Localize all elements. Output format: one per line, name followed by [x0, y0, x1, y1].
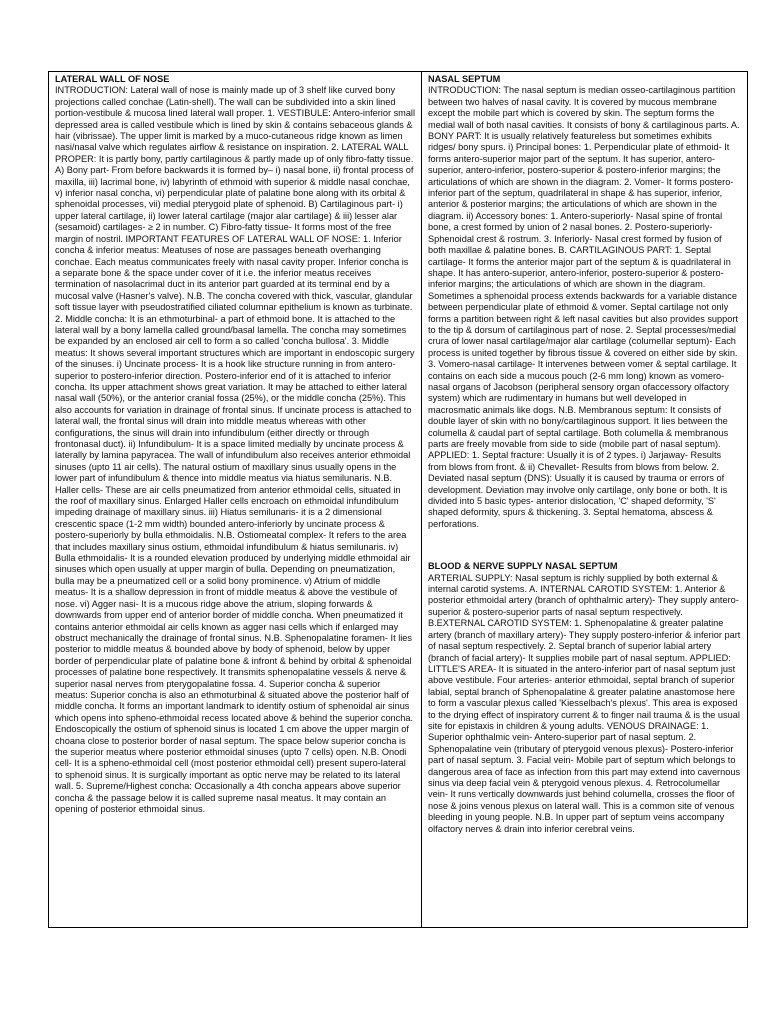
nasal-septum-column [422, 72, 748, 928]
blood-nerve-text: ARTERIAL SUPPLY: Nasal septum is richly supplied by both external & internal carotid systems. A. INTERNAL CAROTID SYSTEM: 1. Anterior & posterior ethmoidal artery (branch of ophthalmic artery)- They supply antero-superior & postero-superior parts of nasal septum respectively. B.EXTERNAL CAROTID SYSTEM: 1. Sphenopalatine & greater palatine artery (branch of maxillary artery)- They supply postero-inferior & inferior part of nasal septum respectively. 2. Septal branch of superior labial artery (branch of facial artery)- It supplies mobile part of nasal septum. APPLIED: LITTLE'S AREA- It is situated in the antero-inferior part of nasal septum just above vestibule. Four arteries- anterior ethmoidal, septal branch of superior labial, septal branch of Sphenopalatine & greater palatine anastomose here to form a vascular plexus called 'Kiesselbach's plexus'. This area is exposed to the drying effect of inspiratory current & to finger nail trauma & is the usual site for epistaxis in children & young adults. VENOUS DRAINAGE: 1. Superior ophthalmic vein- Antero-superior part of nasal septum. 2. Sphenopalatine vein (tributary of pterygoid venous plexus)- Postero-inferior part of nasal septum. 3. Facial vein- Mobile part of septum which belongs to dangerous area of face as infection from this part may extend into cavernous sinus via deep facial vein & pterygoid venous plexus. 4. Retrocolumellar vein- It runs vertically downwards just behind columella, crosses the floor of nose & joins venous plexus on lateral wall. This is a common site of venous bleeding in young people. N.B. In upper part of septum veins accompany olfactory nerves & drain into inferior cerebral veins. [428, 572, 741, 834]
nasal-septum-text: INTRODUCTION: The nasal septum is median osseo-cartilaginous partition between two halves of nasal cavity. It is covered by mucous membrane except the mobile part which is covered by skin. The septum forms the medial wall of both nasal cavities. It consists of bony & cartilaginous parts. A. BONY PART: It is usually relatively featureless but sometimes exhibits ridges/ bony spurs. i) Principal bones: 1. Perpendicular plate of ethmoid- It forms antero-superior major part of the septum. It has superior, antero-superior, antero-inferior, postero-superior & postero-inferior margins; the articulations of which are shown in the diagram. 2. Vomer- It forms postero-inferior part of the septum, quadrilateral in shape & has superior, inferior, anterior & posterior margins; the articulations of which are shown in the diagram. ii) Accessory bones: 1. Antero-superiorly- Nasal spine of frontal bone, a crest formed by union of 2 nasal bones. 2. Postero-superiorly- Sphenoidal crest & rostrum. 3. Inferiorly- Nasal crest formed by fusion of both maxillae & palatine bones. B. CARTILAGINOUS PART: 1. Septal cartilage- It forms the anterior major part of the septum & is quadrilateral in shape. It has antero-superior, antero-inferior, postero-superior & postero-inferior margins; the articulations of which are shown in the diagram. Sometimes a sphenoidal process extends backwards for a variable distance between perpendicular plate of ethmoid & vomer. Septal cartilage not only forms a partition between right & left nasal cavities but also provides support to the tip & dorsum of cartilaginous part of nose. 2. Septal processes/medial crura of lower nasal cartilage/major alar cartilage (columellar septum)- Each process is united together by fibrous tissue & covered on either side by skin. 3. Vomero-nasal cartilage- It intervenes between vomer & septal cartilage. It contains on each side a mucous pouch (2-6 mm long) known as vomero-nasal organs of Jacobson (peripheral sensory organ ofaccessory olfactory system) which are rudimentary in humans but well developed in macrosmatic animals like dogs. N.B. Membranous septum: It consists of double layer of skin with no bony/cartilaginous support. It lies between the columella & caudal part of septal cartilage. Both columella & membranous parts are freely movable from side to side (mobile part of nasal septum). APPLIED: 1. Septal fracture: Usually it is of 2 types. i) Jarjaway- Results from blows from front. & ii) Chevallet- Results from blows from below. 2. Deviated nasal septum (DNS): Usually it is caused by trauma or errors of development. Deviation may involve only cartilage, only bone or both. It is divided into 5 basic types- anterior dislocation, 'C' shaped deformity, 'S' shaped deformity, spurs & thickening. 3. Septal hematoma, abscess & perforations. [428, 85, 740, 529]
lateral-wall-heading: LATERAL WALL OF NOSE [55, 74, 170, 84]
notes-row [49, 72, 748, 928]
section-spacer [428, 530, 741, 561]
notes-table [48, 71, 748, 928]
lateral-wall-text: INTRODUCTION: Lateral wall of nose is mainly made up of 3 shelf like curved bony projections called conchae (Latin-shell). The wall can be subdivided into a skin lined portion-vestibule & mucosa lined lateral wall proper. 1. VESTIBULE: Antero-inferior small depressed area is called vestibule which is lined by skin & contains sebaceous glands & hair (vibrissae). The upper limit is marked by a muco-cutaneous ridge known as limen nasi/nasal valve which regulates airflow & resistance on inspiration. 2. LATERAL WALL PROPER: It is partly bony, partly cartilaginous & partly made up of only fibro-fatty tissue. A) Bony part- From before backwards it is formed by– i) nasal bone, ii) frontal process of maxilla, iii) lacrimal bone, iv) labyrinth of ethmoid with superior & middle nasal conchae, v) inferior nasal concha, vi) perpendicular plate of palatine bone along with its orbital & sphenoidal processes, vii) medial pterygoid plate of sphenoid. B) Cartilaginous part- i) upper lateral cartilage, ii) lower lateral cartilage (major alar cartilage) & iii) lesser alar (sesamoid) cartilages- ≥ 2 in number. C) Fibro-fatty tissue- It forms most of the free margin of nostril. IMPORTANT FEATURES OF LATERAL WALL OF NOSE: 1. Inferior concha & inferior meatus: Meatuses of nose are passages beneath overhanging conchae. Each meatus communicates freely with nasal cavity proper. Inferior concha is a separate bone & the space under cover of it i.e. the inferior meatus receives termination of nasolacrimal duct in its anterior part guarded at its terminal end by a mucosal valve (Hasner's valve). N.B. The concha covered with thick, vascular, glandular soft tissue layer with pseudostratified ciliated columnar epithelium is known as turbinate. 2. Middle concha: It is an ethmoturbinal- a part of ethmoid bone. It is attached to the lateral wall by a bony lamella called ground/basal lamella. The concha may sometimes be expanded by an enclosed air cell to form a so called 'concha bullosa'. 3. Middle meatus: It shows several important structures which are important in endoscopic surgery of the sinuses. i) Uncinate process- It is a hook like structure running in from antero-superior to postero-inferior direction. Postero-inferior end of it is attached to inferior concha. Its upper attachment shows great variation. It may be attached to either lateral nasal wall (50%), or the anterior cranial fossa (25%), or the middle concha (25%). This also accounts for variation in drainage of frontal sinus. If uncinate process is attached to lateral wall, the frontal sinus will drain into middle meatus whereas with other configurations, the sinus will drain into infundibulum (either directly or through frontonasal duct). ii) Infundibulum- It is a space limited medially by uncinate process & laterally by lamina papyracea. The wall of infundibulum also receives anterior ethmoidal sinuses (upto 11 air cells). The natural ostium of maxillary sinus usually opens in the lower part of infundibulum & thence into middle meatus via hiatus semilunaris. N.B. Haller cells- These are air cells pneumatized from anterior ethmoidal cells, situated in the roof of maxillary sinus. Enlarged Haller cells encroach on ethmoidal infundibulum impeding drainage of maxillary sinus. iii) Hiatus semilunaris- it is a 2 dimensional crescentic space (1-2 mm width) bounded antero-inferiorly by uncinate process & postero-superiorly by bulla ethmoidalis. N.B. Ostiomeatal complex- It refers to the area that includes maxillary sinus ostium, ethmoidal infundibulum & hiatus semilunaris. iv) Bulla ethmoidalis- It is a rounded elevation produced by underlying middle ethmoidal air sinuses which open usually at upper margin of bulla. Depending on pneumatization, bulla may be a pneumatized cell or a solid bony prominence. v) Atrium of middle meatus- It is a shallow depression in front of middle meatus & above the vestibule of nose. vi) Agger nasi- It is a mucous ridge above the atrium, sloping forwards & downwards from upper end of anterior border of middle concha. When pneumatized it contains anterior ethmoidal air cells known as agger nasi cells which if enlarged may obstruct mechanically the drainage of frontal sinus. N.B. Sphenopalatine foramen- It lies posterior to middle meatus & bounded above by body of sphenoid, below by upper border of perpendicular plate of palatine bone & infront & behind by orbital & sphenoidal processes of palatine bone respectively. It transmits sphenopalatine vessels & nerve & superior nasal nerves from pterygopalatine fossa. 4. Superior concha & superior meatus: Superior concha is also an ethmoturbinal & situated above the posterior half of middle concha. It forms an important landmark to identify ostium of sphenoidal air sinus which opens into spheno-ethmoidal recess located above & behind the superior concha. Endoscopically the ostium of sphenoid sinus is located 1 cm above the upper margin of choana close to posterior border of nasal septum. The space below superior concha is the superior meatus where posterior ethmoidal sinuses (upto 7 cells) open. N.B. Onodi cell- It is a spheno-ethmoidal cell (most posterior ethmoidal cell) present supero-lateral to sphenoid sinus. It is surgically important as optic nerve may be related to its lateral wall. 5. Supreme/Highest concha: Occasionally a 4th concha appears above superior concha & the passage below it is called supreme nasal meatus. It may contain an opening of posterior ethmoidal sinus. [55, 85, 416, 814]
blood-nerve-heading: BLOOD & NERVE SUPPLY NASAL SEPTUM [428, 561, 618, 572]
lateral-wall-column [49, 72, 422, 928]
nasal-septum-heading: NASAL SEPTUM [428, 74, 501, 84]
